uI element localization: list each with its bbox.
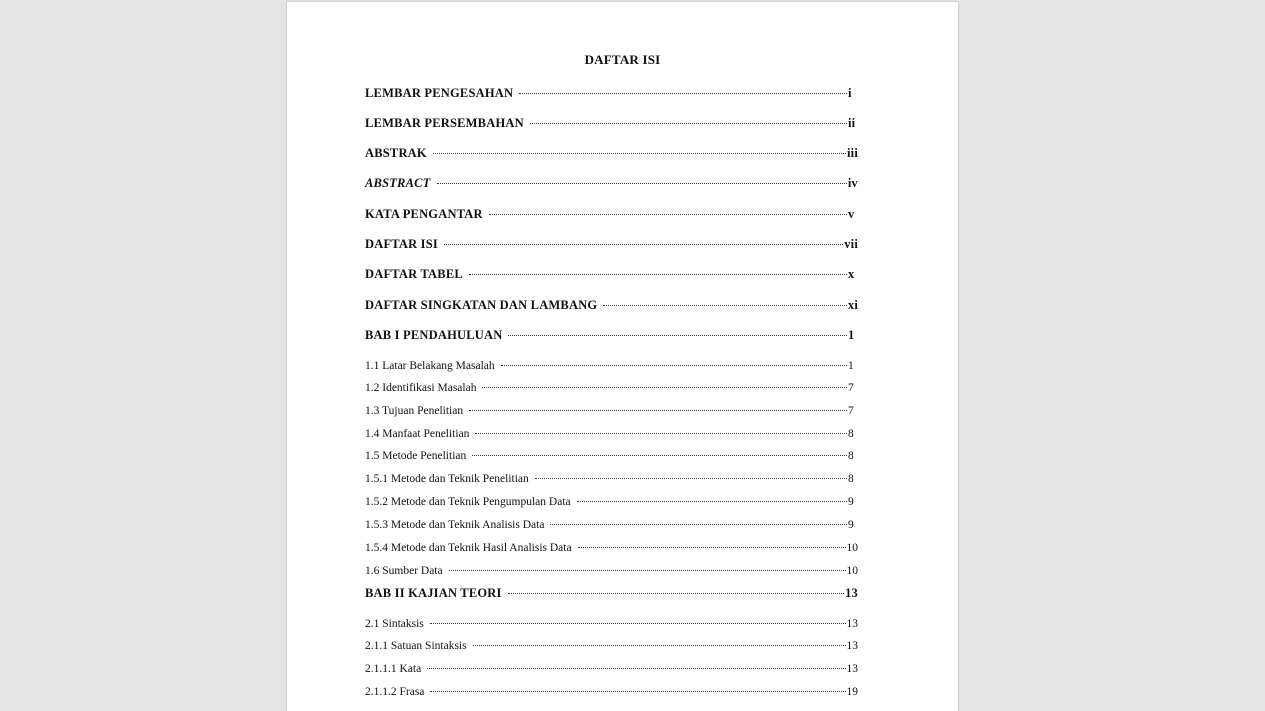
toc-entry[interactable] bbox=[365, 542, 858, 554]
toc-entry-label: 1.5.2 Metode dan Teknik Pengumpulan Data bbox=[365, 496, 571, 508]
toc-entry[interactable] bbox=[365, 360, 858, 372]
document-page bbox=[287, 2, 958, 711]
dot-leader bbox=[508, 335, 847, 336]
toc-entry[interactable] bbox=[365, 176, 858, 191]
toc-entry-page-number: 8 bbox=[848, 473, 854, 485]
toc-entry-page-number: 9 bbox=[848, 519, 854, 531]
toc-entry-label: 1.2 Identifikasi Masalah bbox=[365, 382, 477, 394]
toc-entry-page-number: xi bbox=[847, 298, 858, 312]
toc-entry[interactable] bbox=[365, 586, 858, 601]
toc-entry[interactable] bbox=[365, 86, 858, 101]
dot-leader bbox=[489, 214, 847, 215]
toc-entry-label: DAFTAR TABEL bbox=[365, 267, 463, 281]
toc-entry-label: 1.6 Sumber Data bbox=[365, 565, 443, 577]
toc-entry[interactable] bbox=[365, 146, 858, 161]
toc-entry-page-number: 13 bbox=[846, 618, 858, 630]
toc-entry-page-number: iv bbox=[847, 176, 858, 190]
toc-entry-page-number: 10 bbox=[846, 542, 858, 554]
toc-entry-label: 2.1.1.2 Frasa bbox=[365, 686, 425, 698]
toc-entry-label: 1.5 Metode Penelitian bbox=[365, 450, 467, 462]
toc-entry-label: LEMBAR PENGESAHAN bbox=[365, 86, 514, 100]
toc-entry[interactable] bbox=[365, 382, 858, 394]
toc-entry-page-number: v bbox=[848, 207, 855, 221]
toc-entry[interactable] bbox=[365, 565, 858, 577]
toc-entry[interactable] bbox=[365, 116, 858, 131]
toc-entry-page-number: 19 bbox=[846, 686, 858, 698]
toc-entry[interactable] bbox=[365, 298, 858, 313]
toc-entry-label: 2.1.1.1 Kata bbox=[365, 663, 422, 675]
dot-leader bbox=[430, 691, 845, 692]
toc-entry-label: KATA PENGANTAR bbox=[365, 207, 483, 221]
dot-leader bbox=[469, 410, 847, 411]
toc-entry[interactable] bbox=[365, 473, 858, 485]
toc-entry-page-number: vii bbox=[844, 237, 858, 251]
toc-entry-label: 2.1.1 Satuan Sintaksis bbox=[365, 640, 467, 652]
dot-leader bbox=[475, 433, 847, 434]
toc-entry-label: DAFTAR SINGKATAN DAN LAMBANG bbox=[365, 298, 598, 312]
toc-entry-page-number: 7 bbox=[848, 405, 854, 417]
toc-entry-label: ABSTRACT bbox=[365, 176, 431, 190]
toc-entry[interactable] bbox=[365, 207, 858, 222]
toc-entry-page-number: 8 bbox=[848, 428, 854, 440]
toc-entry[interactable] bbox=[365, 450, 858, 462]
toc-entry-label: 1.5.1 Metode dan Teknik Penelitian bbox=[365, 473, 529, 485]
toc-entry[interactable] bbox=[365, 328, 858, 343]
toc-entry[interactable] bbox=[365, 519, 858, 531]
toc-entry-page-number: 13 bbox=[846, 640, 858, 652]
toc-entry[interactable] bbox=[365, 663, 858, 675]
dot-leader bbox=[449, 570, 846, 571]
toc-entry-label: 1.1 Latar Belakang Masalah bbox=[365, 360, 495, 372]
toc-entry-page-number: 13 bbox=[845, 586, 858, 600]
toc-entry-label: 1.4 Manfaat Penelitian bbox=[365, 428, 470, 440]
toc-entry[interactable] bbox=[365, 428, 858, 440]
dot-leader bbox=[482, 387, 847, 388]
toc-entry-page-number: x bbox=[848, 267, 855, 281]
toc-entry-page-number: iii bbox=[846, 146, 858, 160]
toc-entry-label: LEMBAR PERSEMBAHAN bbox=[365, 116, 524, 130]
toc-entry-page-number: 13 bbox=[846, 663, 858, 675]
dot-leader bbox=[469, 274, 847, 275]
dot-leader bbox=[550, 524, 847, 525]
toc-entry-label: BAB II KAJIAN TEORI bbox=[365, 586, 502, 600]
toc-entry-label: DAFTAR ISI bbox=[365, 237, 438, 251]
toc-entry-label: 1.3 Tujuan Penelitian bbox=[365, 405, 464, 417]
toc-entry-page-number: ii bbox=[848, 116, 856, 130]
page-title: DAFTAR ISI bbox=[584, 52, 661, 67]
toc-entry-page-number: 8 bbox=[848, 450, 854, 462]
toc-entry-page-number: i bbox=[848, 86, 852, 100]
dot-leader bbox=[430, 623, 846, 624]
toc-entry[interactable] bbox=[365, 686, 858, 698]
toc-entry[interactable] bbox=[365, 267, 858, 282]
dot-leader bbox=[603, 305, 847, 306]
toc-entry-label: 1.5.4 Metode dan Teknik Hasil Analisis Data bbox=[365, 542, 572, 554]
toc-entry[interactable] bbox=[365, 405, 858, 417]
dot-leader bbox=[437, 183, 847, 184]
toc-entry-page-number: 1 bbox=[848, 328, 855, 342]
toc-entry[interactable] bbox=[365, 496, 858, 508]
toc-entry-page-number: 1 bbox=[848, 360, 854, 372]
toc-entry-page-number: 9 bbox=[848, 496, 854, 508]
dot-leader bbox=[472, 455, 847, 456]
dot-leader bbox=[530, 123, 847, 124]
dot-leader bbox=[444, 244, 843, 245]
toc-entry-page-number: 7 bbox=[848, 382, 854, 394]
toc-entry[interactable] bbox=[365, 237, 858, 252]
dot-leader bbox=[473, 645, 846, 646]
toc-entry-page-number: 10 bbox=[846, 565, 858, 577]
toc-entry[interactable] bbox=[365, 618, 858, 630]
toc-entry-label: BAB I PENDAHULUAN bbox=[365, 328, 503, 342]
dot-leader bbox=[535, 478, 847, 479]
dot-leader bbox=[501, 365, 847, 366]
dot-leader bbox=[433, 153, 846, 154]
dot-leader bbox=[578, 547, 846, 548]
dot-leader bbox=[577, 501, 847, 502]
toc-entry-label: ABSTRAK bbox=[365, 146, 427, 160]
dot-leader bbox=[427, 668, 845, 669]
toc-entry-label: 1.5.3 Metode dan Teknik Analisis Data bbox=[365, 519, 545, 531]
dot-leader bbox=[519, 93, 847, 94]
toc-entry[interactable] bbox=[365, 640, 858, 652]
toc-entry-label: 2.1 Sintaksis bbox=[365, 618, 424, 630]
dot-leader bbox=[508, 593, 845, 594]
